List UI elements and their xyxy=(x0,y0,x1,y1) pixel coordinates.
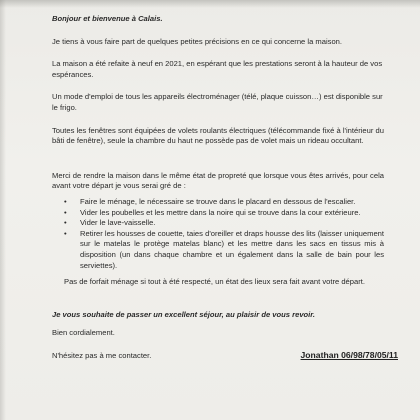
list-item: • Vider les poubelles et les mettre dans la noire qui se trouve dans la cour extérieure. xyxy=(64,208,384,219)
list-item: • Retirer les housses de couette, taies d'oreiller et draps housse des lits (laisser uniquement sur le matelas le protège matelas blanc) et les mettre dans les sacs en tissus mis à disposition (un dans chaque chambre et un également dans la salle de bain pour les serviettes). xyxy=(64,229,384,271)
list-item: • Faire le ménage, le nécessaire se trouve dans le placard en dessous de l'escalier. xyxy=(64,197,384,208)
contact-text: N'hésitez pas à me contacter. xyxy=(52,350,152,360)
cleaning-request-paragraph: Merci de rendre la maison dans le même état de propreté que lorsque vous êtes arrivés, pour cela avant votre départ je vous serai gré de : xyxy=(52,170,384,191)
shutters-paragraph: Toutes les fenêtres sont équipées de volets roulants électriques (télécommande fixé à l'intérieur du bâti de fenêtre), seule la chambre du haut ne possède pas de volet mais un rideau occultant. xyxy=(52,125,384,146)
renovation-paragraph: La maison a été refaite à neuf en 2021, en espérant que les prestations seront à la hauteur de vos espérances. xyxy=(52,59,383,79)
intro-paragraph: Je tiens à vous faire part de quelques petites précisions en ce qui concerne la maison. xyxy=(52,36,342,46)
closing-wish: Je vous souhaite de passer un excellent séjour, au plaisir de vous revoir. xyxy=(52,309,315,319)
signature-phone: Jonathan 06/98/78/05/11 xyxy=(300,349,398,360)
regards: Bien cordialement. xyxy=(52,328,115,338)
page-shadow-left xyxy=(0,0,6,420)
list-item: • Vider le lave-vaisselle. xyxy=(64,218,384,229)
greeting: Bonjour et bienvenue à Calais. xyxy=(52,14,163,23)
checkout-checklist xyxy=(52,197,384,271)
appliances-paragraph: Un mode d'emploi de tous les appareils électroménager (télé, plaque cuisson…) est disponible sur le frigo. xyxy=(52,92,383,112)
page-shadow-top xyxy=(0,0,420,8)
contact-row xyxy=(52,349,398,362)
letter-body xyxy=(52,14,398,361)
cleaning-fee-note: Pas de forfait ménage si tout à été respecté, un état des lieux sera fait avant votre départ. xyxy=(64,277,365,287)
